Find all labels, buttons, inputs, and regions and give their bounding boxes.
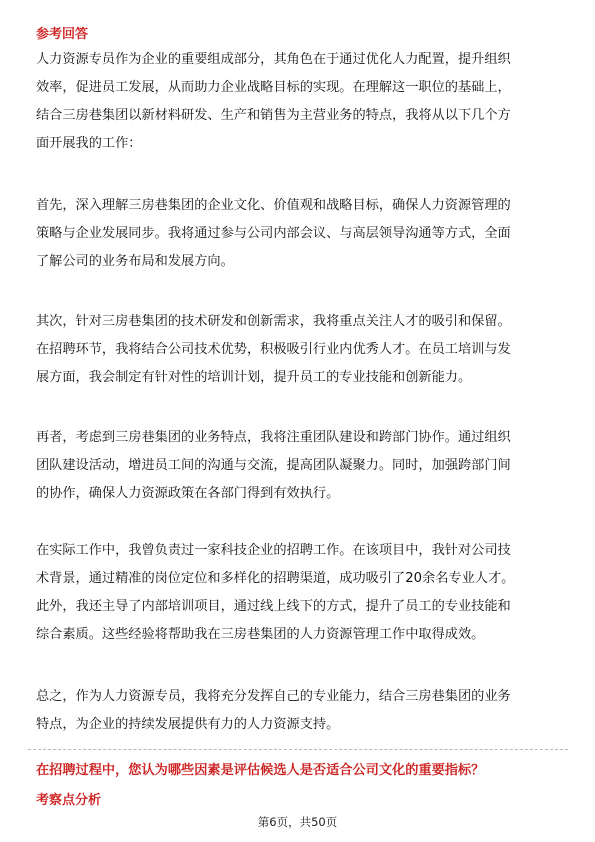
paragraph-line: 特点，为企业的持续发展提供有力的人力资源支持。 — [36, 717, 340, 732]
paragraph-line: 的协作，确保人力资源政策在各部门得到有效执行。 — [36, 486, 340, 501]
answer-heading: 参考回答 — [36, 27, 89, 42]
paragraph-third — [36, 424, 566, 508]
paragraph-line: 展方面，我会制定有针对性的培训计划，提升员工的专业技能和创新能力。 — [36, 370, 472, 385]
paragraph-line: 团队建设活动，增进员工间的沟通与交流，提高团队凝聚力。同时，加强跨部门间 — [36, 458, 511, 473]
paragraph-intro — [36, 46, 566, 158]
paragraph-first — [36, 192, 566, 276]
paragraph-line: 策略与企业发展同步。我将通过参与公司内部会议、与高层领导沟通等方式，全面 — [36, 226, 511, 241]
paragraph-line: 首先，深入理解三房巷集团的企业文化、价值观和战略目标，确保人力资源管理的 — [36, 198, 511, 213]
section-divider — [28, 749, 568, 750]
paragraph-line: 在招聘环节，我将结合公司技术优势，积极吸引行业内优秀人才。在员工培训与发 — [36, 342, 511, 357]
paragraph-line: 其次，针对三房巷集团的技术研发和创新需求，我将重点关注人才的吸引和保留。 — [36, 314, 511, 329]
next-question: 在招聘过程中，您认为哪些因素是评估候选人是否适合公司文化的重要指标？ — [36, 763, 485, 778]
paragraph-second — [36, 308, 566, 392]
paragraph-line: 此外，我还主导了内部培训项目，通过线上线下的方式，提升了员工的专业技能和 — [36, 599, 511, 614]
paragraph-line: 综合素质。这些经验将帮助我在三房巷集团的人力资源管理工作中取得成效。 — [36, 627, 485, 642]
paragraph-line: 面开展我的工作： — [36, 136, 142, 151]
paragraph-line: 结合三房巷集团以新材料研发、生产和销售为主营业务的特点，我将从以下几个方 — [36, 108, 511, 123]
paragraph-line: 了解公司的业务布局和发展方向。 — [36, 254, 234, 269]
paragraph-line: 术背景，通过精准的岗位定位和多样化的招聘渠道，成功吸引了20余名专业人才。 — [36, 571, 515, 586]
paragraph-experience — [36, 537, 566, 649]
analysis-heading: 考察点分析 — [36, 793, 102, 808]
paragraph-conclusion — [36, 683, 566, 739]
page-number-footer: 第6页，共50页 — [257, 815, 338, 829]
paragraph-line: 总之，作为人力资源专员，我将充分发挥自己的专业能力，结合三房巷集团的业务 — [36, 689, 511, 704]
paragraph-line: 人力资源专员作为企业的重要组成部分，其角色在于通过优化人力配置，提升组织 — [36, 52, 511, 67]
paragraph-line: 效率，促进员工发展，从而助力企业战略目标的实现。在理解这一职位的基础上， — [36, 80, 511, 95]
paragraph-line: 在实际工作中，我曾负责过一家科技企业的招聘工作。在该项目中，我针对公司技 — [36, 543, 511, 558]
paragraph-line: 再者，考虑到三房巷集团的业务特点，我将注重团队建设和跨部门协作。通过组织 — [36, 430, 511, 445]
